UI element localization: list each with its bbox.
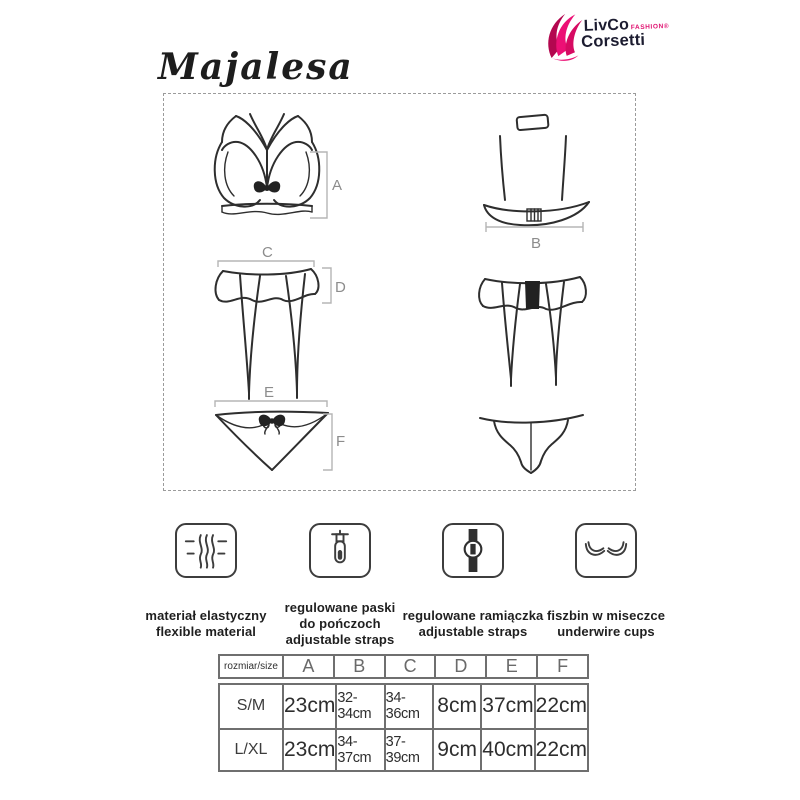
size-table-cell: 23cm (282, 728, 335, 771)
bra-back-diagram (480, 110, 595, 252)
size-table-cell: 32-34cm (335, 685, 383, 728)
feature-caption-line: adjustable straps (285, 632, 395, 647)
feature-caption-line: regulowane ramiączka (402, 608, 544, 623)
size-table-header-cell: E (485, 656, 536, 677)
measure-c-bracket (218, 261, 314, 267)
feature-underwire-cups (518, 523, 694, 650)
size-table-header-cell: C (384, 656, 435, 677)
size-table-body (218, 683, 589, 772)
bra-front-diagram (198, 100, 350, 232)
adjustable-strap-icon (442, 523, 504, 578)
size-table-cell: 34-36cm (384, 685, 432, 728)
measure-label-b: B (531, 235, 542, 252)
size-table-cell: 40cm (480, 728, 533, 771)
size-table-cell: 37cm (480, 685, 533, 728)
size-table-header-cell: A (282, 656, 333, 677)
size-table-header-cell: D (434, 656, 485, 677)
underwire-cups-icon (575, 523, 637, 578)
measure-label-f: F (336, 433, 346, 450)
measure-d-bracket (322, 268, 331, 303)
feature-caption-line: adjustable straps (418, 624, 528, 639)
logo-brand-top: LivCo (583, 16, 630, 35)
size-table-cell: 22cm (534, 728, 587, 771)
panties-front-diagram (205, 383, 350, 483)
garter-clip-icon (309, 523, 371, 578)
feature-caption-line: do pończoch (299, 616, 381, 631)
logo-brand-sub: Corsetti (580, 30, 646, 52)
logo-fashion-tag: FASHION® (630, 22, 670, 32)
measure-b-line (486, 222, 583, 232)
measure-f-bracket (323, 414, 332, 470)
measure-label-c: C (262, 244, 273, 261)
size-table-header-cell: F (536, 656, 587, 677)
measure-label-e: E (264, 384, 275, 401)
measure-label-d: D (335, 279, 346, 296)
measure-label-a: A (332, 177, 343, 194)
size-table-header-cell: rozmiar/size (224, 661, 278, 672)
garter-belt-front-diagram (210, 243, 352, 401)
feature-caption-line: flexible material (156, 624, 256, 639)
feature-caption-line: regulowane paski (284, 600, 396, 615)
size-table-cell: 9cm (432, 728, 480, 771)
size-table-header-cell: B (333, 656, 384, 677)
flexible-material-icon (175, 523, 237, 578)
size-table-header (218, 654, 589, 679)
size-table-cell: 34-37cm (335, 728, 383, 771)
product-title: Majalesa (158, 46, 354, 88)
panties-back-diagram (478, 408, 585, 478)
garter-belt-back-diagram (475, 263, 590, 390)
size-table-cell: 22cm (534, 685, 587, 728)
feature-caption-line: materiał elastyczny (145, 608, 267, 623)
size-table-row-label: L/XL (220, 728, 282, 771)
livco-corsetti-logo (544, 6, 676, 65)
measure-e-bracket (215, 401, 327, 407)
size-table-cell: 37-39cm (384, 728, 432, 771)
feature-caption-line: fiszbin w miseczce (546, 608, 666, 623)
size-table-row-label: S/M (236, 697, 266, 715)
feature-caption (518, 598, 694, 650)
size-table-cell: 23cm (282, 685, 335, 728)
feature-caption-line: underwire cups (557, 624, 655, 639)
size-table-cell: 8cm (432, 685, 480, 728)
